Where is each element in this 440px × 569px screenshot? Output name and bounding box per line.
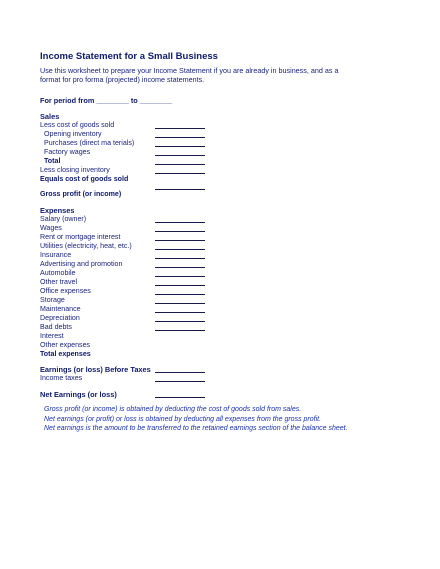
page-title: Income Statement for a Small Business	[40, 51, 218, 62]
expenses-heading: Expenses	[40, 206, 75, 215]
sales-heading: Sales	[40, 112, 60, 121]
storage-label: Storage	[40, 296, 65, 304]
entry-line	[155, 303, 205, 304]
equals-cogs-label: Equals cost of goods sold	[40, 175, 129, 183]
entry-line	[155, 155, 205, 156]
salary-label: Salary (owner)	[40, 215, 87, 223]
entry-line	[155, 189, 205, 190]
wages-label: Wages	[40, 224, 62, 232]
utilities-label: Utilities (electricity, heat, etc.)	[40, 242, 132, 250]
entry-line	[155, 285, 205, 286]
entry-line	[155, 294, 205, 295]
maintenance-label: Maintenance	[40, 305, 81, 313]
entry-line	[155, 164, 205, 165]
advertising-label: Advertising and promotion	[40, 260, 123, 268]
entry-line	[155, 240, 205, 241]
purchases-label: Purchases (direct ma terials)	[44, 139, 135, 147]
rent-label: Rent or mortgage interest	[40, 233, 121, 241]
depreciation-label: Depreciation	[40, 314, 80, 322]
other-travel-label: Other travel	[40, 278, 78, 286]
interest-label: Interest	[40, 332, 64, 340]
less-cogs-label: Less cost of goods sold	[40, 121, 115, 129]
earnings-before-taxes-label: Earnings (or loss) Before Taxes	[40, 365, 151, 374]
entry-line	[155, 330, 205, 331]
entry-line	[155, 397, 205, 398]
entry-line	[155, 173, 205, 174]
entry-line	[155, 276, 205, 277]
footnote: Gross profit (or income) is obtained by deducting the cost of goods sold from sales.	[44, 406, 302, 413]
opening-inventory-label: Opening inventory	[44, 130, 102, 138]
net-earnings-label: Net Earnings (or loss)	[40, 390, 117, 399]
bad-debts-label: Bad debts	[40, 323, 72, 331]
entry-line	[155, 312, 205, 313]
entry-line	[155, 258, 205, 259]
total-expenses-label: Total expenses	[40, 350, 91, 358]
entry-line	[155, 146, 205, 147]
automobile-label: Automobile	[40, 269, 76, 277]
footnote: Net earnings (or profit) or loss is obtained by deducting all expenses from the gross profit.	[44, 415, 322, 423]
entry-line	[155, 321, 205, 322]
intro-text: Use this worksheet to prepare your Income Statement if you are already in business, and as a format for pro forma (projected) income statements.	[40, 66, 339, 84]
entry-line	[155, 249, 205, 250]
entry-line	[155, 231, 205, 232]
entry-line	[155, 137, 205, 138]
insurance-label: Insurance	[40, 251, 72, 259]
footnote: Net earnings is the amount to be transferred to the retained earnings section of the balance sheet.	[44, 425, 348, 432]
footnotes	[44, 405, 384, 434]
office-expenses-label: Office expenses	[40, 287, 91, 295]
factory-wages-label: Factory wages	[44, 148, 91, 156]
entry-line	[155, 267, 205, 268]
total-label: Total	[44, 157, 61, 165]
entry-line	[155, 222, 205, 223]
gross-profit-label: Gross profit (or income)	[40, 190, 122, 198]
other-expenses-label: Other expenses	[40, 341, 91, 349]
entry-line	[155, 128, 205, 129]
less-closing-label: Less closing inventory	[40, 166, 110, 174]
period-label: For period from ________ to ________	[40, 96, 173, 105]
income-taxes-label: Income taxes	[40, 374, 83, 382]
entry-line	[155, 381, 205, 382]
entry-line	[155, 372, 205, 373]
